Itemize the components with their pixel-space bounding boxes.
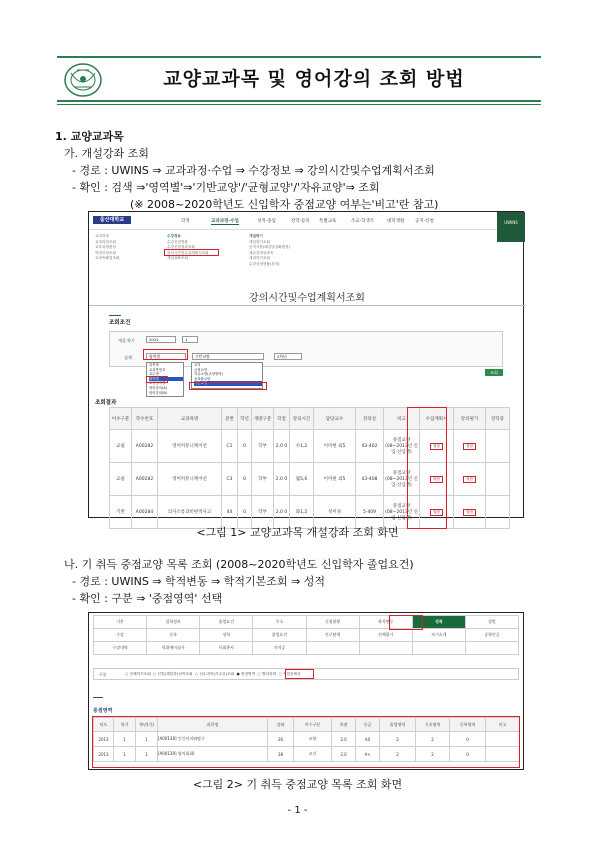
- highlight-focus-table: [92, 716, 520, 768]
- result-cell: 2.0 0: [274, 430, 290, 463]
- result-cell: [454, 463, 486, 496]
- menu-item-lecture-plan[interactable]: 강의시간및수업계획서조회: [167, 250, 209, 255]
- tab-row: [94, 629, 519, 642]
- tab-item[interactable]: 성적: [412, 616, 465, 629]
- focus-area-title: 중점영역: [93, 708, 113, 714]
- tab-item: [359, 642, 412, 655]
- tab-item[interactable]: 수강내역: [94, 642, 147, 655]
- document-title: 교양교과목 및 영어강의 조회 방법: [163, 68, 465, 90]
- col-header: 강의시간: [290, 408, 314, 430]
- menu-item[interactable]: 개설학기: [249, 234, 263, 238]
- result-cell: 0: [238, 463, 252, 496]
- menu-item[interactable]: 교육과정편성: [95, 245, 116, 249]
- view-eval-button[interactable]: 열람: [463, 476, 476, 483]
- tab-item[interactable]: 수강: [94, 629, 147, 642]
- result-cell: 중점교양(08~2013년 신입·신입생): [384, 430, 420, 463]
- uwins-logo: 울산대학교: [93, 216, 131, 224]
- page-title: 강의시간및수업계획서조회: [249, 293, 365, 304]
- menu-item[interactable]: 개설강좌조회: [167, 256, 188, 260]
- tab-item[interactable]: 신청현황: [306, 616, 359, 629]
- tab-item[interactable]: 주소: [253, 616, 306, 629]
- col-header: 교과목명: [158, 408, 222, 430]
- result-cell: 학부: [252, 430, 274, 463]
- tab-item[interactable]: 상벌: [465, 616, 518, 629]
- col-header: 강의평가: [454, 408, 486, 430]
- col-header: 과목명: [158, 718, 268, 732]
- radio-option[interactable]: ○ 전체학기조회: [125, 672, 151, 676]
- result-cell: 수1,2: [290, 430, 314, 463]
- tab-item: [465, 642, 518, 655]
- tab-item[interactable]: 졸업요건: [253, 629, 306, 642]
- result-cell: 화1,2: [290, 496, 314, 529]
- result-cell: 이미현 외5: [314, 430, 356, 463]
- nav-item[interactable]: 학적: [181, 219, 190, 224]
- tab-item[interactable]: 학적변동: [359, 616, 412, 629]
- tab-item[interactable]: 장학: [200, 629, 253, 642]
- result-cell: 5-409: [356, 496, 384, 529]
- highlight-remarks-column: [407, 407, 447, 529]
- header-top-rule: [57, 56, 541, 58]
- result-cell: [486, 430, 510, 463]
- menu-item[interactable]: 학점인정조회: [95, 250, 116, 255]
- result-cell: 월5,6: [290, 463, 314, 496]
- section-heading: 1. 교양교과목: [55, 130, 124, 143]
- term-select[interactable]: 1: [182, 336, 198, 343]
- col-header: 강의실: [356, 408, 384, 430]
- year-label: 개설 학기: [118, 338, 135, 343]
- dropdown-option[interactable]: 교과목번호: [149, 367, 166, 372]
- result-cell: 학부: [252, 463, 274, 496]
- result-cell: 성미경: [314, 496, 356, 529]
- view-eval-button[interactable]: 열람: [463, 509, 476, 516]
- col-header: 중복영역: [450, 718, 486, 732]
- nav-item[interactable]: 성적·졸업: [257, 219, 276, 224]
- result-cell: A00282: [132, 463, 158, 496]
- nav-item[interactable]: 조교·학생조: [351, 219, 375, 224]
- menu-item[interactable]: 계절학기조회: [249, 256, 270, 260]
- focus-cell: 2013: [94, 747, 114, 762]
- highlight-focus-radio: [285, 669, 314, 679]
- subsection-b: 나. 기 취득 중점교양 목록 조회 (2008~2020학년도 신입학자 졸업요건): [64, 558, 414, 571]
- focus-cell: 1: [114, 747, 136, 762]
- highlight-area-basic: [189, 382, 267, 390]
- result-cell: A00284: [132, 496, 158, 529]
- focus-cell: 2: [380, 747, 416, 762]
- nav-item[interactable]: 공지·신청: [415, 219, 434, 224]
- dropdown-option-basic[interactable]: 기반교양: [194, 381, 262, 386]
- dropdown-option[interactable]: 균형교양: [194, 367, 208, 372]
- nav-item[interactable]: 대학생활: [387, 219, 405, 224]
- focus-cell: A0: [356, 732, 380, 747]
- header-bottom-rule: [57, 100, 541, 102]
- dropdown-option[interactable]: 융복합교양: [194, 376, 211, 381]
- view-plan-button[interactable]: 열람: [430, 509, 443, 516]
- nav-item-curriculum[interactable]: 교과과정·수업: [211, 219, 239, 224]
- focus-cell: 2: [416, 732, 450, 747]
- header-bottom-thin-rule: [57, 104, 541, 105]
- tab-item[interactable]: 기본: [94, 616, 147, 629]
- radio-group: [125, 672, 301, 677]
- result-cell: 43-408: [356, 463, 384, 496]
- tab-item: [306, 642, 359, 655]
- result-cell: 의사소통과비판적사고: [158, 496, 222, 529]
- result-header-row: [110, 408, 510, 430]
- result-row: [110, 463, 510, 496]
- figure2-screenshot: [88, 612, 524, 770]
- result-cell: 영어커뮤니케이션: [158, 430, 222, 463]
- divider: [89, 305, 525, 306]
- figure1-caption: <그림 1> 교양교과목 개설강좌 조회 화면: [196, 526, 399, 539]
- tab-item[interactable]: 자기소개: [412, 629, 465, 642]
- result-cell: 기반: [110, 496, 132, 529]
- tab-item: [412, 642, 465, 655]
- view-plan-button[interactable]: 열람: [430, 476, 443, 483]
- focus-cell: 0: [450, 747, 486, 762]
- col-header: 학점: [332, 718, 356, 732]
- focus-cell: 2013: [94, 732, 114, 747]
- focus-cell: 26: [268, 732, 294, 747]
- col-header: 분반: [222, 408, 238, 430]
- focus-cell: 교선: [294, 747, 332, 762]
- result-cell: [454, 430, 486, 463]
- menu-item[interactable]: 교과과정조회: [95, 239, 116, 244]
- focus-cell: 교양: [294, 732, 332, 747]
- tab-item[interactable]: 학위예비심사: [147, 642, 200, 655]
- search-label: 검색: [124, 355, 132, 360]
- menu-item[interactable]: 교과과정: [95, 234, 109, 238]
- result-cell: A00282: [132, 430, 158, 463]
- menu-col-3: [249, 234, 290, 267]
- page-number: - 1 -: [287, 805, 308, 816]
- col-header: 이수구분: [110, 408, 132, 430]
- col-header: 학기: [114, 718, 136, 732]
- check-text: - 확인 : 검색 ⇒'영역별'⇒'기반교양'/'균형교양'/'자유교양'⇒ 조회: [72, 181, 380, 194]
- col-header: 졸업영역: [380, 718, 416, 732]
- cond-title: 조회조건: [109, 320, 131, 326]
- result-cell: 이미현 외5: [314, 463, 356, 496]
- col-header: 등급: [356, 718, 380, 732]
- tab-item[interactable]: 등록: [147, 629, 200, 642]
- dropdown-option-area[interactable]: 영역별: [149, 377, 183, 382]
- subsection-a: 가. 개설강좌 조회: [64, 147, 149, 160]
- tab-row: [94, 616, 519, 629]
- menu-item[interactable]: 수강신청현황(강의): [249, 261, 280, 266]
- radio-option[interactable]: ○ 직업선택성: [278, 672, 301, 676]
- col-header: 학년: [238, 408, 252, 430]
- result-row: [110, 430, 510, 463]
- corner-badge: UWINS: [497, 212, 525, 242]
- check-b-text: - 확인 : 구분 ⇒ '중점영역' 선택: [72, 592, 223, 605]
- focus-cell: 1: [114, 732, 136, 747]
- dropdown-option[interactable]: 자유교양(교양영역): [194, 372, 223, 377]
- highlight-area-option: [146, 376, 168, 383]
- tab-item[interactable]: 진로탐색: [306, 629, 359, 642]
- section-accent: [109, 315, 121, 316]
- menu-col-1: [95, 234, 119, 262]
- col-header: 장학증: [486, 408, 510, 430]
- result-cell: 영어커뮤니케이션: [158, 463, 222, 496]
- tab-menu: [93, 615, 519, 655]
- focus-cell: 0: [450, 732, 486, 747]
- tab-item[interactable]: 입학정보: [147, 616, 200, 629]
- focus-cell: A+: [356, 747, 380, 762]
- focus-cell: 2.0: [332, 732, 356, 747]
- tab-item[interactable]: 공학인증: [465, 629, 518, 642]
- nav-item[interactable]: 특별교육: [319, 219, 337, 224]
- route-text: - 경로 : UWINS ⇒ 교과과정·수업 ⇒ 수강정보 ⇒ 강의시간및수업계획서조회: [72, 164, 435, 177]
- tab-item[interactable]: 자격증: [253, 642, 306, 655]
- figure1-screenshot: [88, 211, 524, 521]
- result-table: [109, 407, 510, 529]
- dropdown-option[interactable]: 교직: [194, 363, 201, 367]
- focus-cell: 38: [268, 747, 294, 762]
- menu-item[interactable]: 교과목해설조회: [95, 256, 120, 260]
- grade-select[interactable]: 2학년: [274, 353, 302, 360]
- col-header: 이수구분: [294, 718, 332, 732]
- focus-cell: 2: [380, 732, 416, 747]
- focus-cell: 2: [416, 747, 450, 762]
- nav-item[interactable]: 장학·등록: [291, 219, 310, 224]
- note-text: (※ 2008~2020학년도 신입학자 중점교양 여부는'비고'란 참고): [130, 198, 439, 211]
- dropdown-option[interactable]: 과목명: [149, 363, 159, 367]
- result-cell: 교필: [110, 430, 132, 463]
- route-b-text: - 경로 : UWINS ⇒ 학적변동 ⇒ 학적기본조회 ⇒ 성적: [72, 575, 325, 588]
- focus-cell: 2.0: [332, 747, 356, 762]
- result-cell: 44: [222, 496, 238, 529]
- col-header: 수업계획서: [420, 408, 454, 430]
- highlight-grades-tab: [389, 615, 423, 630]
- menu-item[interactable]: 재수강대상과목: [249, 250, 274, 255]
- view-eval-button[interactable]: 열람: [463, 443, 476, 450]
- result-cell: C1: [222, 430, 238, 463]
- tab-item[interactable]: 사회봉사: [200, 642, 253, 655]
- dropdown-option[interactable]: 교양영역별: [149, 381, 166, 386]
- result-cell: 중점교양(08~2013년 신입·신입생): [384, 496, 420, 529]
- dropdown-option[interactable]: 영어강의(B): [149, 390, 168, 395]
- figure2-caption: <그림 2> 기 취득 중점교양 목록 조회 화면: [192, 778, 403, 791]
- highlight-search-type: [143, 349, 188, 360]
- result-cell: 0: [238, 496, 252, 529]
- focus-cell: 1: [136, 747, 158, 762]
- result-cell: 교필: [110, 463, 132, 496]
- menu-item[interactable]: 수강정보: [167, 234, 181, 238]
- radio-option[interactable]: ○ 선수과목(기수강)조회: [194, 672, 235, 676]
- search-type-select[interactable]: 영역별: [146, 353, 186, 360]
- result-cell: 중점교양(08~2013년 신입·신입생): [384, 463, 420, 496]
- menu-col-2: [167, 234, 209, 262]
- document-header: [57, 56, 541, 106]
- radio-option[interactable]: ○ 영어강의: [257, 672, 277, 676]
- result-cell: 0: [238, 430, 252, 463]
- tab-item[interactable]: 전체평가: [359, 629, 412, 642]
- col-header: 담당교수: [314, 408, 356, 430]
- dropdown-option[interactable]: 영어강의(A): [149, 385, 168, 390]
- dropdown-option[interactable]: 교수명: [149, 372, 159, 377]
- result-title: 조회결과: [95, 400, 117, 406]
- col-header: 강좌: [268, 718, 294, 732]
- view-plan-button[interactable]: 열람: [430, 443, 443, 450]
- radio-label: 구분: [99, 672, 107, 677]
- col-header: 학수번호: [132, 408, 158, 430]
- col-header: 비고: [384, 408, 420, 430]
- result-cell: 2.0 0: [274, 496, 290, 529]
- col-header: 개방구분: [252, 408, 274, 430]
- result-cell: 43-402: [356, 430, 384, 463]
- search-button[interactable]: 조회: [485, 369, 503, 376]
- col-header: 학년(기): [136, 718, 158, 732]
- radio-option-focus-area[interactable]: ● 중점영역: [236, 672, 256, 676]
- tab-row: [94, 642, 519, 655]
- menu-item[interactable]: 수강신청현황: [167, 239, 188, 244]
- radio-option[interactable]: ○ 신입(재입학)성적조회: [153, 672, 193, 676]
- col-header: 년도: [94, 718, 114, 732]
- highlight-lecture-plan: [164, 249, 219, 256]
- focus-cell: [A00138] 인간의미와탐구: [158, 732, 268, 747]
- year-select[interactable]: 2022: [146, 336, 176, 343]
- result-cell: C3: [222, 463, 238, 496]
- result-cell: [486, 463, 510, 496]
- section-accent: [93, 697, 103, 698]
- top-nav: [89, 212, 525, 230]
- area-select[interactable]: 기반교양: [192, 353, 264, 360]
- tab-item[interactable]: 졸업요건: [200, 616, 253, 629]
- menu-item[interactable]: 개설학기조회: [249, 239, 270, 244]
- menu-item[interactable]: 수강신청결과조회: [167, 245, 195, 249]
- col-header: 비고: [486, 718, 520, 732]
- menu-item[interactable]: 공지사항(폐강및강좌변경): [249, 245, 290, 249]
- result-cell: 학부: [252, 496, 274, 529]
- focus-cell: 1: [136, 732, 158, 747]
- focus-cell: [A00139] 영어회화I: [158, 747, 268, 762]
- col-header: 학점: [274, 408, 290, 430]
- result-cell: 2.0 0: [274, 463, 290, 496]
- col-header: 기초영역: [416, 718, 450, 732]
